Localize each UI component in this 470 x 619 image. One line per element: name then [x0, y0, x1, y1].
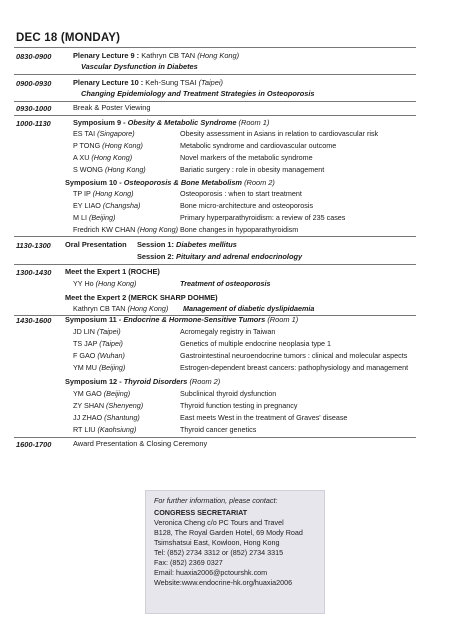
speaker: YY Ho (Hong Kong): [73, 279, 137, 288]
contact-line: Tel: (852) 2734 3312 or (852) 2734 3315: [154, 548, 284, 557]
time-slot: 1000-1130: [16, 119, 51, 128]
symposium-topic: Obesity & Metabolic Syndrome: [127, 118, 237, 127]
talk-title: Genetics of multiple endocrine neoplasia type 1: [180, 339, 332, 348]
talk-title: Gastrointestinal neuroendocrine tumors : clinical and molecular aspects: [180, 351, 408, 360]
symposium-topic: Endocrine & Hormone-Sensitive Tumors: [123, 315, 266, 324]
speaker: ZY SHAN (Shenyeng): [73, 401, 144, 410]
symposium-room: (Room 2): [187, 377, 221, 386]
break-text: Break & Poster Viewing: [73, 103, 151, 112]
speaker: EY LIAO (Changsha): [73, 201, 141, 210]
speaker: ES TAI (Singapore): [73, 129, 135, 138]
contact-line: Veronica Cheng c/o PC Tours and Travel: [154, 518, 284, 527]
speaker: JJ ZHAO (Shantung): [73, 413, 140, 422]
talk-title: Novel markers of the metabolic syndrome: [180, 153, 313, 162]
session-2: Session 2: Pituitary and adrenal endocrinology: [137, 252, 303, 261]
symposium-12-header: [65, 377, 220, 387]
symposium-topic: Osteoporosis & Bone Metabolism: [123, 178, 243, 187]
talk-title: Bone micro-architecture and osteoporosis: [180, 201, 314, 210]
talk-title: Estrogen-dependent breast cancers: pathophysiology and management: [180, 363, 409, 372]
plenary-9-line: [73, 51, 239, 61]
divider: [14, 437, 416, 438]
symposium-room: (Room 2): [242, 178, 275, 187]
speaker: A XU (Hong Kong): [73, 153, 133, 162]
divider: [14, 236, 416, 237]
talk-title: Metabolic syndrome and cardiovascular outcome: [180, 141, 337, 150]
contact-line: Tsimshatsui East, Kowloon, Hong Kong: [154, 538, 280, 547]
divider: [14, 74, 416, 75]
divider: [14, 115, 416, 116]
speaker: S WONG (Hong Kong): [73, 165, 146, 174]
symposium-10-header: [65, 178, 275, 188]
contact-intro: For further information, please contact:: [154, 496, 278, 505]
speaker: Fredrich KW CHAN (Hong Kong): [73, 225, 179, 234]
time-slot: 1600-1700: [16, 440, 52, 449]
time-slot: 1300-1430: [16, 268, 52, 277]
speaker: JD LIN (Taipei): [73, 327, 121, 336]
contact-box: [145, 490, 325, 614]
award-text: Award Presentation & Closing Ceremony: [73, 439, 208, 448]
speaker-place: (Hong Kong): [197, 51, 240, 60]
symposium-11-header: [65, 315, 298, 325]
symposium-9-header: [73, 118, 269, 128]
speaker-name: Kathryn CB TAN: [139, 51, 198, 60]
symposium-topic: Thyroid Disorders: [123, 377, 188, 386]
plenary-10-line: [73, 78, 223, 88]
talk-title: Treatment of osteoporosis: [180, 279, 271, 288]
talk-title: Acromegaly registry in Taiwan: [180, 327, 276, 336]
talk-title: Obesity assessment in Asians in relation to cardiovascular risk: [180, 129, 379, 138]
symposium-label: Symposium 11 -: [65, 315, 124, 324]
symposium-room: (Room 1): [265, 315, 299, 324]
contact-heading: CONGRESS SECRETARIAT: [154, 508, 248, 517]
symposium-label: Symposium 9 -: [73, 118, 128, 127]
talk-title: Bone changes in hypoparathyroidism: [180, 225, 299, 234]
time-slot: 0930-1000: [16, 104, 52, 113]
symposium-label: Symposium 10 -: [65, 178, 124, 187]
symposium-room: (Room 1): [236, 118, 270, 127]
divider: [14, 101, 416, 102]
speaker: TP IP (Hong Kong): [73, 189, 134, 198]
meet-expert-1-label: Meet the Expert 1 (ROCHE): [65, 267, 160, 276]
time-slot: 1130-1300: [16, 241, 51, 250]
lecture-title: Vascular Dysfunction in Diabetes: [81, 62, 198, 71]
speaker: M LI (Beijing): [73, 213, 116, 222]
plenary-label: Plenary Lecture 9 :: [73, 51, 140, 60]
oral-label: Oral Presentation: [65, 240, 127, 249]
talk-title: Management of diabetic dyslipidaemia: [183, 304, 315, 313]
speaker: YM GAO (Beijing): [73, 389, 131, 398]
contact-line: B128, The Royal Garden Hotel, 69 Mody Road: [154, 528, 303, 537]
speaker: TS JAP (Taipei): [73, 339, 123, 348]
contact-email[interactable]: Email: huaxia2006@pctourshk.com: [154, 568, 268, 577]
speaker-name: Keh-Sung TSAI: [143, 78, 199, 87]
talk-title: Thyroid function testing in pregnancy: [180, 401, 298, 410]
speaker: YM MU (Beijing): [73, 363, 126, 372]
speaker: F GAO (Wuhan): [73, 351, 125, 360]
talk-title: Subclinical thyroid dysfunction: [180, 389, 277, 398]
talk-title: Bariatic surgery : role in obesity management: [180, 165, 325, 174]
time-slot: 0900-0930: [16, 79, 52, 88]
symposium-label: Symposium 12 -: [65, 377, 124, 386]
meet-expert-2-label: Meet the Expert 2 (MERCK SHARP DOHME): [65, 293, 218, 302]
speaker: RT LIU (Kaohsiung): [73, 425, 137, 434]
talk-title: Thyroid cancer genetics: [180, 425, 257, 434]
divider: [14, 264, 416, 265]
day-title: DEC 18 (MONDAY): [16, 32, 121, 44]
time-slot: 1430-1600: [16, 316, 52, 325]
session-1: Session 1: Diabetes mellitus: [137, 240, 237, 249]
speaker-place: (Taipei): [198, 78, 223, 87]
talk-title: Osteoporosis : when to start treatment: [180, 189, 302, 198]
speaker: Kathryn CB TAN (Hong Kong): [73, 304, 169, 313]
time-slot: 0830-0900: [16, 52, 52, 61]
divider: [14, 47, 416, 48]
contact-website[interactable]: Website:www.endocrine-hk.org/huaxia2006: [154, 578, 293, 587]
talk-title: Primary hyperparathyroidism: a review of 235 cases: [180, 213, 346, 222]
contact-line: Fax: (852) 2369 0327: [154, 558, 223, 567]
talk-title: East meets West in the treatment of Graves' disease: [180, 413, 348, 422]
lecture-title: Changing Epidemiology and Treatment Strategies in Osteoporosis: [81, 89, 315, 98]
plenary-label: Plenary Lecture 10 :: [73, 78, 144, 87]
speaker: P TONG (Hong Kong): [73, 141, 143, 150]
